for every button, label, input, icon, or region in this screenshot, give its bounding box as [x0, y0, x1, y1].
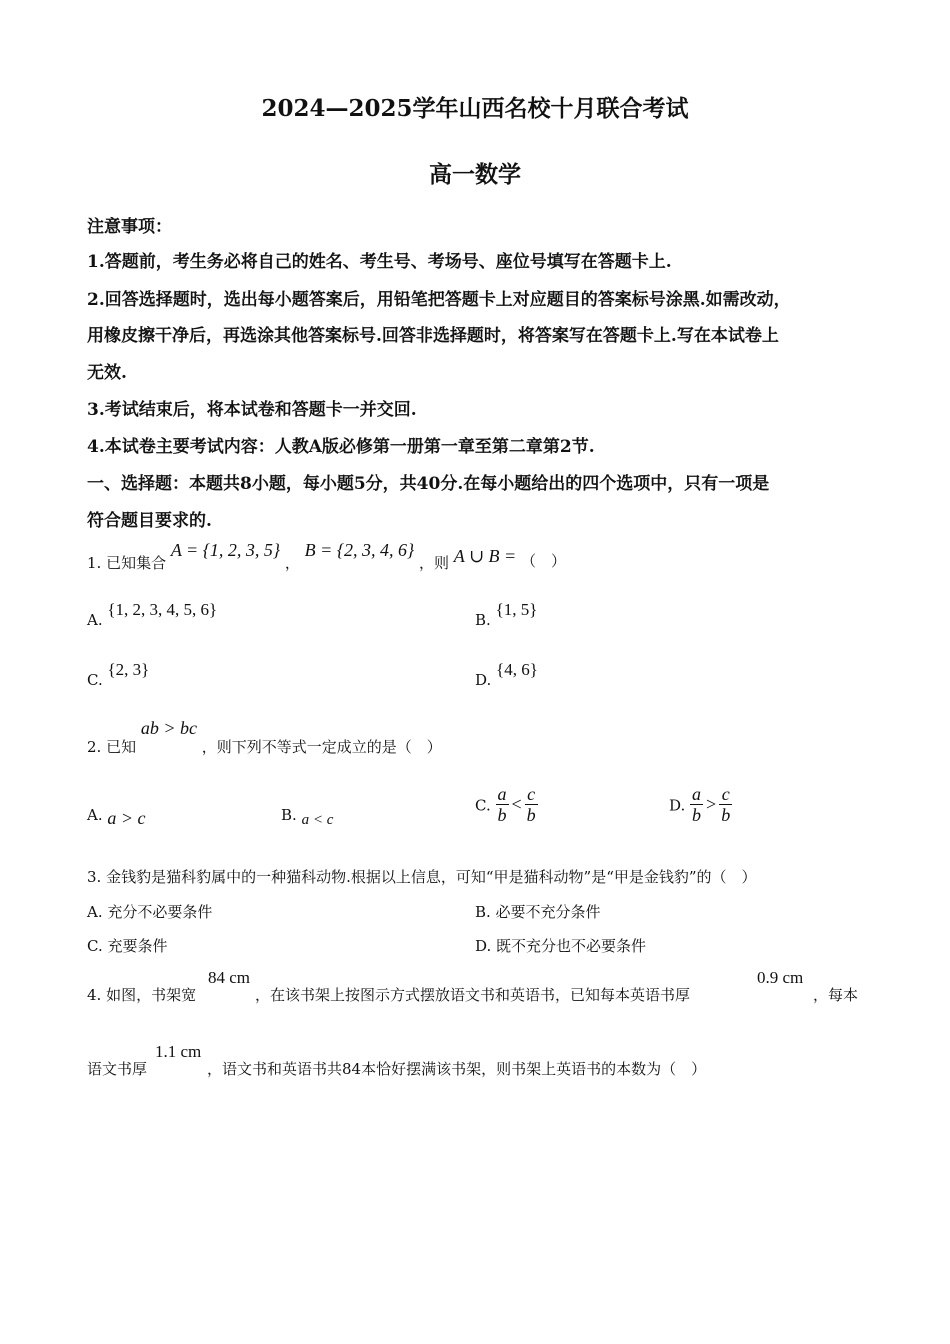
q1-option-c[interactable] — [87, 660, 149, 689]
q2-option-d-den-left: b — [692, 805, 702, 825]
q2-option-a-label: A. — [87, 806, 103, 824]
q2-option-c-label: C. — [475, 796, 491, 815]
q2-option-c-frac-right — [525, 784, 538, 825]
notice-item-1: 1.答题前，考生务必将自己的姓名、考生号、考场号、座位号填写在答题卡上. — [87, 252, 672, 272]
notice-item-3: 3.考试结束后，将本试卷和答题卡一并交回. — [87, 400, 417, 420]
q1-comma: ， — [284, 554, 300, 572]
q2-option-d[interactable] — [669, 784, 732, 825]
q4-part-5: ，语文书和英语书共84本恰好摆满该书架，则书架上英语书的本数为（ ） — [207, 1060, 707, 1078]
q2-option-c-den-left: b — [497, 805, 507, 825]
q2-option-d-num-left: a — [692, 784, 702, 804]
q2-option-b[interactable] — [281, 806, 333, 829]
q1-set-a: A = {1, 2, 3, 5} — [170, 540, 281, 560]
q2-option-d-label: D. — [669, 796, 686, 815]
q2-rest: ，则下列不等式一定成立的是（ ） — [201, 738, 442, 756]
q3-option-c[interactable]: C. 充要条件 — [87, 937, 168, 955]
q4-part-2: ，在该书架上按图示方式摆放语文书和英语书，已知每本英语书厚 — [255, 986, 691, 1004]
q2-option-d-frac-right — [719, 784, 732, 825]
question-2 — [87, 718, 442, 757]
q3-option-d[interactable]: D. 既不充分也不必要条件 — [475, 937, 647, 955]
q2-option-c-num-right: c — [525, 784, 538, 805]
q4-part-4: 语文书厚 — [87, 1060, 148, 1078]
q1-option-d-value: {4, 6} — [496, 660, 538, 679]
q1-option-a-value: {1, 2, 3, 4, 5, 6} — [107, 600, 218, 619]
q2-option-b-value: a < c — [301, 812, 334, 828]
section-1-line-2: 符合题目要求的. — [87, 511, 212, 531]
exam-title: 2024—2025学年山西名校十月联合考试 — [261, 95, 689, 122]
q4-part-1: 4. 如图，书架宽 — [87, 986, 197, 1004]
q4-thick-en: 0.9 cm — [757, 968, 804, 987]
q4-width: 84 cm — [208, 968, 251, 987]
q1-option-d-label: D. — [475, 671, 492, 689]
section-1-line-1: 一、选择题：本题共8小题，每小题5分，共40分.在每小题给出的四个选项中，只有一项是 — [87, 474, 770, 494]
q3-option-b[interactable]: B. 必要不充分条件 — [475, 903, 601, 921]
notice-item-2-line-2: 用橡皮擦干净后，再选涂其他答案标号.回答非选择题时，将答案写在答题卡上.写在本试卷上 — [87, 326, 779, 346]
q1-option-a[interactable] — [87, 600, 217, 629]
notice-item-2-line-1: 2.回答选择题时，选出每小题答案后，用铅笔把答题卡上对应题目的答案标号涂黑.如需改动， — [87, 290, 791, 310]
q4-thick-cn: 1.1 cm — [155, 1042, 202, 1061]
q2-option-c-frac-left — [496, 784, 509, 825]
subject-title: 高一数学 — [429, 161, 521, 188]
q1-option-c-value: {2, 3} — [107, 660, 150, 679]
q1-set-b: B = {2, 3, 4, 6} — [304, 540, 415, 560]
q1-option-c-label: C. — [87, 671, 103, 689]
q2-option-b-label: B. — [281, 806, 297, 824]
q2-option-a-value: a > c — [107, 808, 146, 828]
q2-option-d-den-right: b — [721, 805, 731, 825]
q1-option-b[interactable] — [475, 600, 537, 629]
question-3: 3. 金钱豹是猫科豹属中的一种猫科动物.根据以上信息，可知“甲是猫科动物”是“甲是金钱豹”的（ ） — [87, 868, 757, 886]
q3-option-a[interactable]: A. 充分不必要条件 — [87, 903, 213, 921]
q2-option-d-frac-left — [690, 784, 703, 825]
q2-option-a[interactable] — [87, 806, 146, 829]
q1-option-b-value: {1, 5} — [495, 600, 538, 619]
q2-option-d-num-right: c — [719, 784, 732, 805]
q2-prefix: 2. 已知 — [87, 738, 137, 756]
q1-paren: （ ） — [520, 552, 566, 570]
q2-option-c-den-right: b — [526, 805, 536, 825]
q2-condition: ab > bc — [140, 718, 198, 738]
q2-option-c-num-left: a — [497, 784, 507, 804]
q1-expr: A ∪ B = — [453, 546, 517, 566]
q1-prefix: 1. 已知集合 — [87, 554, 167, 572]
q1-option-d[interactable] — [475, 660, 538, 689]
q2-option-c[interactable] — [475, 784, 538, 825]
q1-option-b-label: B. — [475, 611, 491, 629]
notice-heading: 注意事项： — [87, 217, 172, 237]
q2-option-d-relation: > — [706, 794, 717, 814]
question-1 — [87, 540, 566, 573]
notice-item-2-line-3: 无效. — [87, 363, 127, 383]
q2-option-c-relation: < — [511, 794, 522, 814]
q1-option-a-label: A. — [87, 611, 103, 629]
q1-then: ，则 — [419, 554, 450, 572]
notice-item-4: 4.本试卷主要考试内容：人教A版必修第一册第一章至第二章第2节. — [87, 437, 595, 457]
q4-part-3: ，每本 — [813, 986, 859, 1004]
